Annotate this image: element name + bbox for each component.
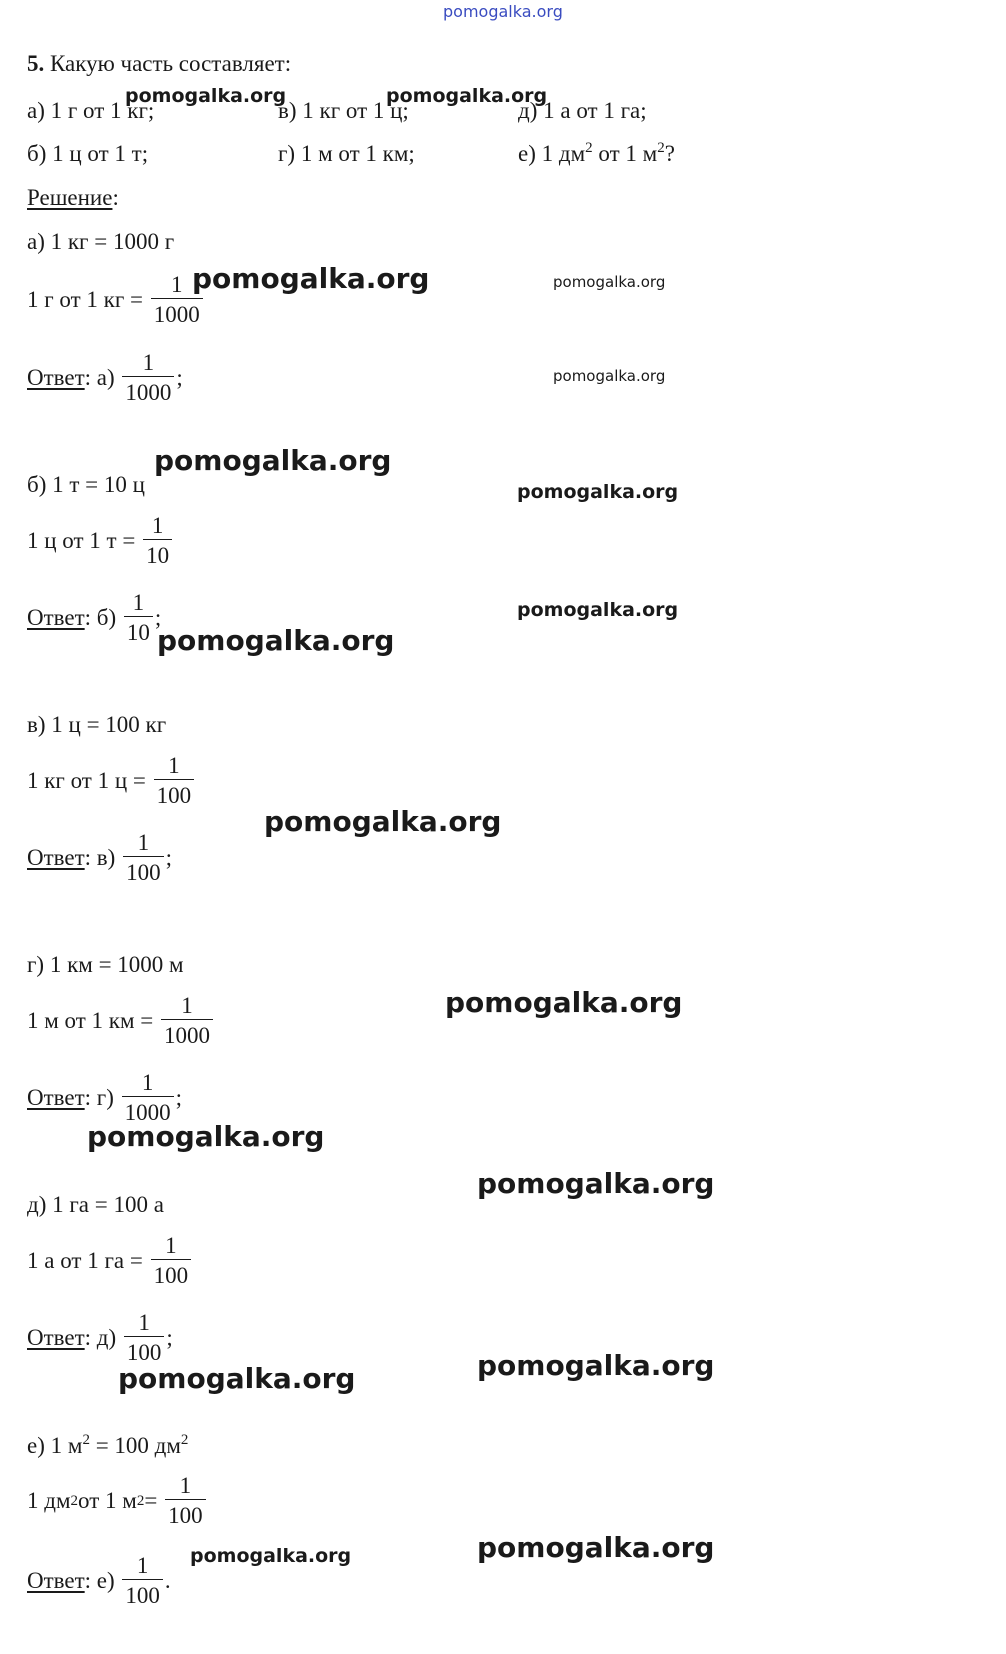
part-a-answer-fraction: $\frac{1}{1000}$ bbox=[122, 350, 174, 406]
watermark: pomogalka.org bbox=[517, 599, 679, 621]
part-b-answer-fraction: $\frac{1}{10}$ bbox=[124, 590, 153, 646]
task-item-g: г) 1 м от 1 км; bbox=[278, 141, 415, 166]
part-d-fraction: $\frac{1}{100}$ bbox=[151, 1233, 192, 1289]
part-g-answer: Ответ : г) $\frac{1}{1000}$ ; bbox=[27, 1070, 183, 1125]
part-a-equation: а) 1 кг = 1000 г bbox=[27, 229, 175, 254]
part-a-answer: Ответ : а) $\frac{1}{1000}$ ; bbox=[27, 350, 183, 405]
watermark: pomogalka.org bbox=[477, 1167, 715, 1200]
part-v-fraction: $\frac{1}{100}$ bbox=[154, 753, 195, 809]
watermark: pomogalka.org bbox=[125, 85, 287, 107]
watermark: pomogalka.org bbox=[87, 1120, 325, 1153]
task-item-b: б) 1 ц от 1 т; bbox=[27, 141, 149, 166]
task-header bbox=[27, 51, 291, 77]
part-d-fraction-line: 1 а от 1 га = $\frac{1}{100}$ bbox=[27, 1233, 193, 1289]
watermark: pomogalka.org bbox=[154, 444, 392, 477]
part-e-equation: е) 1 $м^2 = 100$ $дм^2$ bbox=[27, 1432, 189, 1458]
watermark: pomogalka.org bbox=[445, 986, 683, 1019]
part-e-fraction-line: 1 дм 2 от 1 м 2 = $\frac{1}{100}$ bbox=[27, 1473, 208, 1529]
solution-label: Решение: bbox=[27, 185, 119, 210]
watermark: pomogalka.org bbox=[190, 1545, 352, 1567]
part-d-answer: Ответ : д) $\frac{1}{100}$ ; bbox=[27, 1310, 173, 1365]
top-watermark: pomogalka.org bbox=[443, 2, 563, 21]
watermark: pomogalka.org bbox=[477, 1349, 715, 1382]
watermark: pomogalka.org bbox=[157, 624, 395, 657]
task-question: Какую часть составляет: bbox=[50, 51, 292, 76]
watermark: pomogalka.org bbox=[553, 367, 666, 385]
watermark: pomogalka.org bbox=[386, 85, 548, 107]
watermark: pomogalka.org bbox=[477, 1531, 715, 1564]
watermark: pomogalka.org bbox=[517, 481, 679, 503]
part-g-fraction: $\frac{1}{1000}$ bbox=[161, 993, 213, 1049]
part-e-answer-fraction: $\frac{1}{100}$ bbox=[122, 1553, 163, 1609]
part-d-equation: д) 1 га = 100 а bbox=[27, 1192, 164, 1217]
task-item-e: е) 1 $дм^2$ от 1 $м^2$? bbox=[518, 140, 675, 166]
part-v-equation: в) 1 ц = 100 кг bbox=[27, 712, 167, 737]
part-g-equation: г) 1 км = 1000 м bbox=[27, 952, 184, 977]
watermark: pomogalka.org bbox=[553, 273, 666, 291]
part-v-answer: Ответ : в) $\frac{1}{100}$ ; bbox=[27, 830, 172, 885]
part-v-answer-fraction: $\frac{1}{100}$ bbox=[123, 830, 164, 886]
task-item-a: а) 1 г от 1 кг; bbox=[27, 98, 155, 123]
watermark: pomogalka.org bbox=[118, 1362, 356, 1395]
task-number: 5. bbox=[27, 51, 45, 76]
part-d-answer-fraction: $\frac{1}{100}$ bbox=[124, 1310, 165, 1366]
part-b-fraction-line: 1 ц от 1 т = $\frac{1}{10}$ bbox=[27, 513, 174, 569]
part-b-fraction: $\frac{1}{10}$ bbox=[143, 513, 172, 569]
part-g-fraction-line: 1 м от 1 км = $\frac{1}{1000}$ bbox=[27, 993, 215, 1049]
task-item-d: д) 1 а от 1 га; bbox=[518, 98, 647, 123]
watermark: pomogalka.org bbox=[192, 262, 430, 295]
part-e-fraction: $\frac{1}{100}$ bbox=[165, 1473, 206, 1529]
part-e-answer: Ответ : е) $\frac{1}{100}$ . bbox=[27, 1553, 171, 1608]
part-g-answer-fraction: $\frac{1}{1000}$ bbox=[122, 1070, 174, 1126]
watermark: pomogalka.org bbox=[264, 805, 502, 838]
part-v-fraction-line: 1 кг от 1 ц = $\frac{1}{100}$ bbox=[27, 753, 196, 809]
part-b-answer: Ответ : б) $\frac{1}{10}$ ; bbox=[27, 590, 162, 645]
part-a-fraction: $\frac{1}{1000}$ bbox=[151, 272, 203, 328]
part-a-fraction-line: 1 г от 1 кг = $\frac{1}{1000}$ bbox=[27, 272, 205, 328]
task-item-v: в) 1 кг от 1 ц; bbox=[278, 98, 409, 123]
part-b-equation: б) 1 т = 10 ц bbox=[27, 472, 145, 497]
